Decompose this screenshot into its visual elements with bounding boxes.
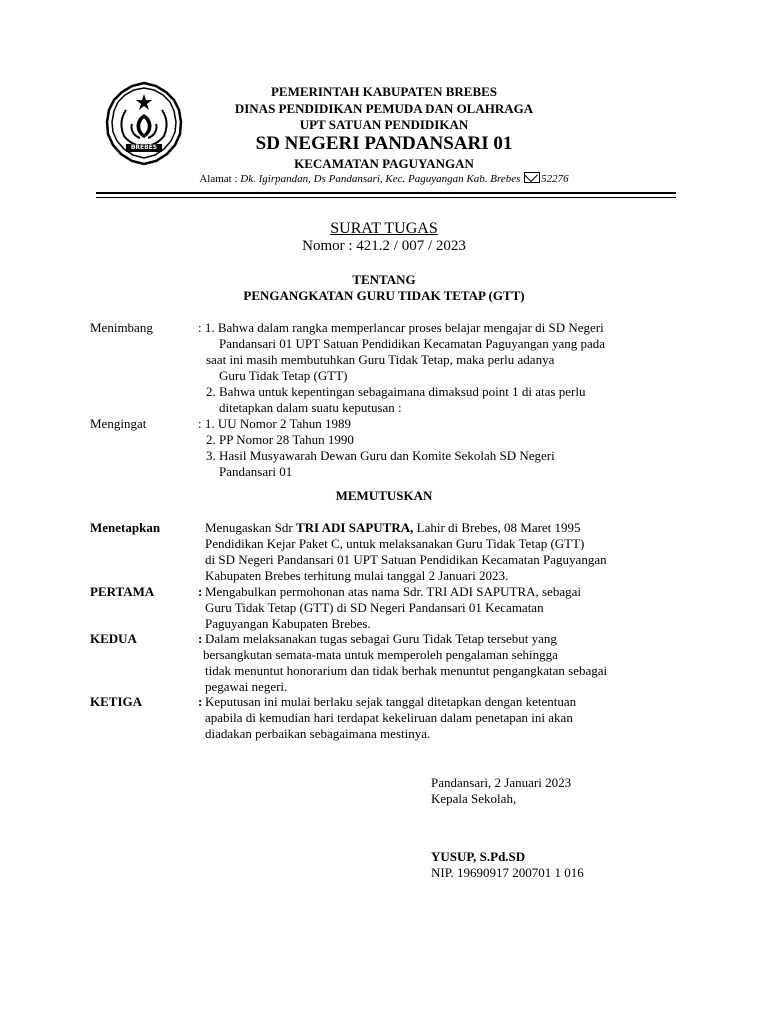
- pertama-colon: :: [198, 584, 203, 599]
- pertama-line: Paguyangan Kabupaten Brebes.: [205, 616, 371, 631]
- menetapkan-text: Lahir di Brebes, 08 Maret 1995: [413, 520, 581, 535]
- mail-icon: [524, 172, 540, 183]
- address-label: Alamat :: [199, 173, 241, 185]
- ketiga-label: KETIGA: [90, 694, 143, 709]
- mengingat-line: 3. Hasil Musyawarah Dewan Guru dan Komite Sekolah SD Negeri: [206, 448, 555, 463]
- ketiga-line: apabila di kemudian hari terdapat kekeliruan dalam penetapan ini akan: [205, 710, 573, 725]
- letter-number: Nomor : 421.2 / 007 / 2023: [302, 238, 466, 254]
- postal-code: 52276: [541, 173, 569, 185]
- menetapkan-text: Menugaskan Sdr: [205, 520, 296, 535]
- menimbang-line: : 1. Bahwa dalam rangka memperlancar proses belajar mengajar di SD Negeri: [198, 320, 604, 335]
- menetapkan-label: Menetapkan: [90, 520, 161, 535]
- kedua-label: KEDUA: [90, 631, 137, 646]
- signatory-nip: NIP. 19690917 200701 1 016: [431, 865, 584, 880]
- pertama-label: PERTAMA: [90, 584, 155, 599]
- header-department: DINAS PENDIDIKAN PEMUDA DAN OLAHRAGA: [234, 101, 534, 116]
- header-school-name: SD NEGERI PANDANSARI 01: [255, 133, 513, 154]
- kedua-line: tidak menuntut honorarium dan tidak berhak menuntut pengangkatan sebagai: [205, 663, 608, 678]
- letter-subject: PENGANGKATAN GURU TIDAK TETAP (GTT): [243, 288, 525, 303]
- menimbang-line: ditetapkan dalam suatu keputusan :: [219, 400, 402, 415]
- mengingat-line: Pandansari 01: [219, 464, 293, 479]
- signatory-name: YUSUP, S.Pd.SD: [431, 849, 526, 864]
- address-text: Dk. Igirpandan, Ds Pandansari, Kec. Paguyangan Kab. Brebes: [240, 173, 521, 185]
- menimbang-line: Pandansari 01 UPT Satuan Pendidikan Kecamatan Paguyangan yang pada: [219, 336, 606, 351]
- kedua-line: Dalam melaksanakan tugas sebagai Guru Tidak Tetap tersebut yang: [205, 631, 557, 646]
- about-label: TENTANG: [352, 272, 416, 287]
- menetapkan-line: di SD Negeri Pandansari 01 UPT Satuan Pendidikan Kecamatan Paguyangan: [205, 552, 607, 567]
- pertama-line: Mengabulkan permohonan atas nama Sdr. TRI ADI SAPUTRA, sebagai: [205, 584, 581, 599]
- kedua-line: bersangkutan semata-mata untuk memperoleh pengalaman sehingga: [203, 647, 558, 662]
- menetapkan-line: Kabupaten Brebes terhitung mulai tanggal 2 Januari 2023.: [205, 568, 509, 583]
- mengingat-line: : 1. UU Nomor 2 Tahun 1989: [198, 416, 352, 431]
- decision-heading: MEMUTUSKAN: [335, 488, 433, 503]
- letter-title: SURAT TUGAS: [330, 220, 438, 237]
- mengingat-label: Mengingat: [90, 416, 147, 431]
- ketiga-colon: :: [198, 694, 203, 709]
- header-divider-thin: [96, 197, 676, 198]
- signature-place-date: Pandansari, 2 Januari 2023: [431, 775, 572, 790]
- menetapkan-first-line: [205, 520, 581, 536]
- kedua-colon: :: [198, 631, 203, 646]
- menimbang-line: saat ini masih membutuhkan Guru Tidak Tetap, maka perlu adanya: [206, 352, 555, 367]
- menimbang-label: Menimbang: [90, 320, 153, 335]
- header-district: KECAMATAN PAGUYANGAN: [294, 156, 474, 171]
- menimbang-line: 2. Bahwa untuk kepentingan sebagaimana dimaksud point 1 di atas perlu: [206, 384, 586, 399]
- header-address: [0, 172, 768, 186]
- pertama-line: Guru Tidak Tetap (GTT) di SD Negeri Pandansari 01 Kecamatan: [205, 600, 544, 615]
- mengingat-line: 2. PP Nomor 28 Tahun 1990: [206, 432, 354, 447]
- logo-text: BREBES: [130, 144, 158, 151]
- appointee-name: TRI ADI SAPUTRA,: [296, 520, 414, 535]
- header-divider-thick: [96, 192, 676, 194]
- header-unit: UPT SATUAN PENDIDIKAN: [299, 117, 469, 132]
- kedua-line: pegawai negeri.: [205, 679, 288, 694]
- ketiga-line: Keputusan ini mulai berlaku sejak tanggal ditetapkan dengan ketentuan: [205, 694, 577, 709]
- signature-position: Kepala Sekolah,: [431, 791, 517, 806]
- ketiga-line: diadakan perbaikan sebagaimana mestinya.: [205, 726, 431, 741]
- header-government: PEMERINTAH KABUPATEN BREBES: [270, 84, 498, 99]
- menetapkan-line: Pendidikan Kejar Paket C, untuk melaksanakan Guru Tidak Tetap (GTT): [205, 536, 585, 551]
- menimbang-line: Guru Tidak Tetap (GTT): [219, 368, 348, 383]
